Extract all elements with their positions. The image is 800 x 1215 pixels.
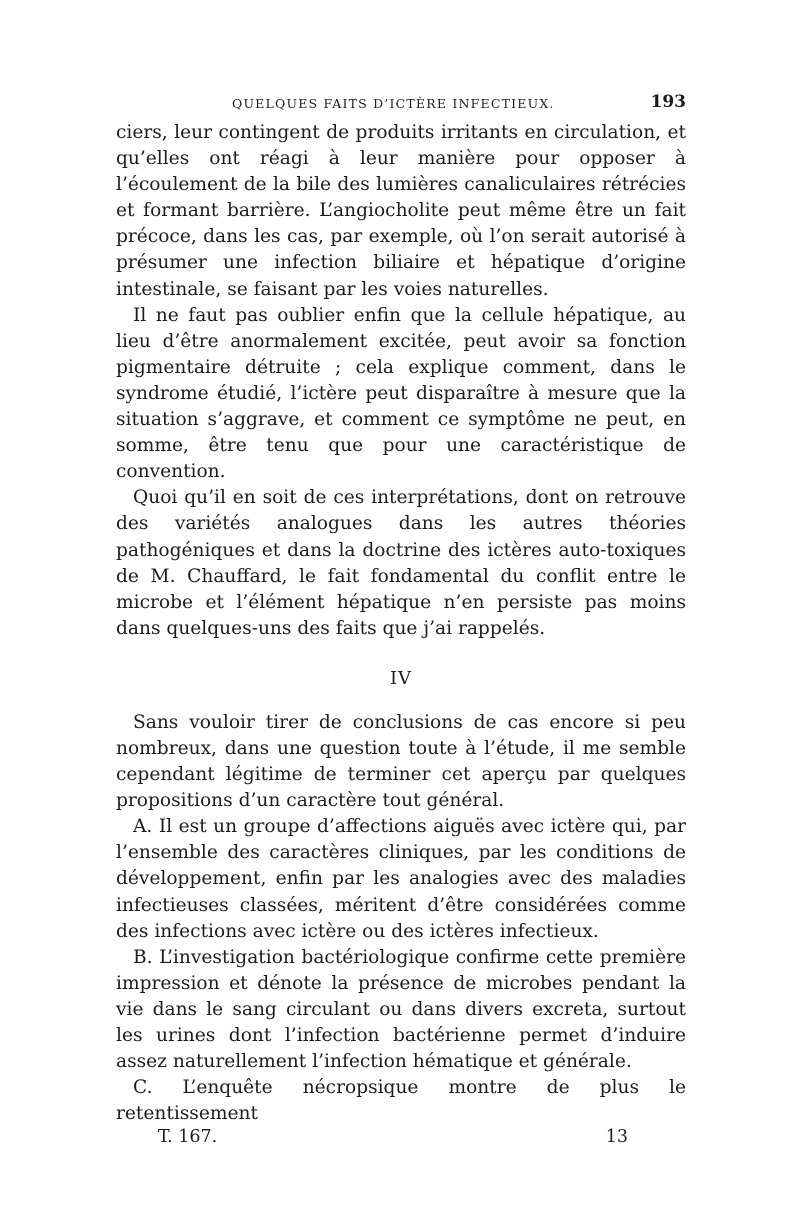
page-footer	[116, 1127, 686, 1153]
proposition-c: C. L’enquête nécropsique montre de plus le retentissement	[116, 1077, 686, 1125]
proposition-b: B. L’investigation bactériologique confirme cette première impression et dénote la présence de microbes pendant la vie dans le sang circulant ou dans divers excreta, surtout les urines dont l’infection bactérienne permet d’induire assez naturellement l’infection hématique et générale.	[116, 946, 686, 1073]
paragraph-interpretations: Quoi qu’il en soit de ces interprétations, dont on retrouve des variétés analogues dans les autres théories pathogéniques et dans la doctrine des ictères auto-toxiques de M. Chauffard, le fait fondamental du conflit entre le microbe et l’élément hépatique n’en persiste pas moins dans quelques-uns des faits que j’ai rappelés.	[116, 487, 686, 639]
book-page	[116, 92, 686, 1153]
volume-signature: T. 167.	[158, 1127, 218, 1148]
page-number: 193	[650, 92, 686, 112]
paragraph-cellule-hepatique: Il ne faut pas oublier enfin que la cellule hépatique, au lieu d’être anormalement excitée, peut avoir sa fonction pigmentaire détruite ; cela explique comment, dans le syndrome étudié, l’ictère peut disparaître à mesure que la situation s’aggrave, et comment ce symptôme ne peut, en somme, être tenu que pour une caractéristique de convention.	[116, 304, 686, 483]
running-head	[116, 92, 686, 120]
paragraph-continued: ciers, leur contingent de produits irritants en circulation, et qu’elles ont réagi à leur manière pour opposer à l’écoulement de la bile des lumières canaliculaires rétrécies et formant barrière. L’angiocholite peut même être un fait précoce, dans les cas, par exemple, où l’on serait autorisé à présumer une infection biliaire et hépatique d’origine intestinale, se faisant par les voies naturelles.	[116, 122, 686, 300]
section-heading: IV	[389, 667, 413, 689]
paragraph-conclusions-intro: Sans vouloir tirer de conclusions de cas encore si peu nombreux, dans une question toute à l’étude, il me semble cependant légitime de terminer cet aperçu par quelques propositions d’un caractère tout général.	[116, 711, 686, 812]
proposition-a: A. Il est un groupe d’affections aiguës avec ictère qui, par l’ensemble des caractères cliniques, par les conditions de développement, enfin par les analogies avec des maladies infectieuses classées, méritent d’être considérées comme des infections avec ictère ou des ictères infectieux.	[116, 816, 686, 942]
running-title: QUELQUES FAITS D’ICTÈRE INFECTIEUX.	[232, 96, 555, 111]
gathering-signature: 13	[605, 1127, 628, 1148]
